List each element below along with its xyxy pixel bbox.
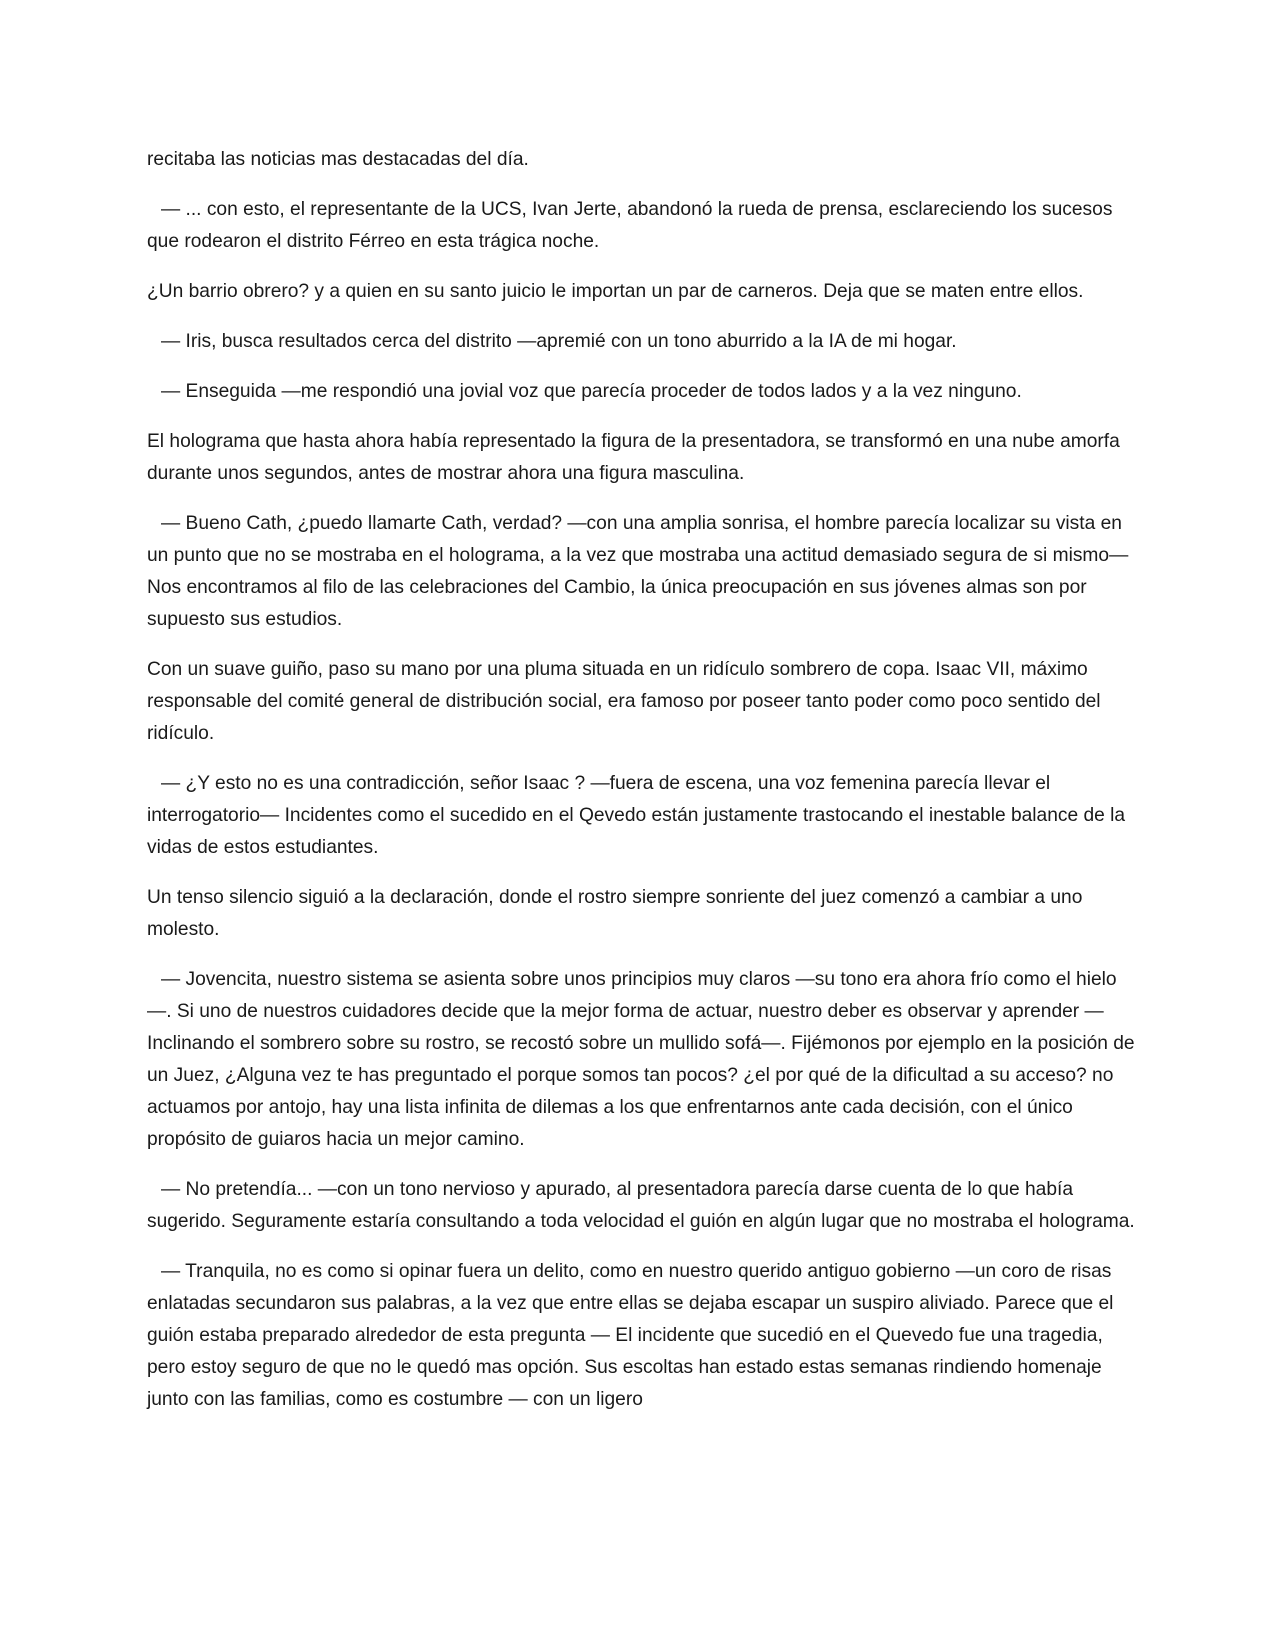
paragraph-7: — Bueno Cath, ¿puedo llamarte Cath, verdad? —con una amplia sonrisa, el hombre parecía localizar su vista en un punto que no se mostraba en el holograma, a la vez que mostraba una actitud demasiado segura de si mismo— Nos encontramos al filo de las celebraciones del Cambio, la única preocupación en sus jóvenes almas son por supuesto sus estudios. <box>147 513 1129 630</box>
paragraph-11: — Jovencita, nuestro sistema se asienta sobre unos principios muy claros —su tono era ahora frío como el hielo—. Si uno de nuestros cuidadores decide que la mejor forma de actuar, nuestro deber es observar y aprender — Inclinando el sombrero sobre su rostro, se recostó sobre un mullido sofá—. Fijémonos por ejemplo en la posición de un Juez, ¿Alguna vez te has preguntado el porque somos tan pocos? ¿el por qué de la dificultad a su acceso? no actuamos por antojo, hay una lista infinita de dilemas a los que enfrentarnos ante cada decisión, con el único propósito de guiaros hacia un mejor camino. <box>147 969 1135 1150</box>
paragraph-8: Con un suave guiño, paso su mano por una pluma situada en un ridículo sombrero de copa. Isaac VII, máximo responsable del comité general de distribución social, era famoso por poseer tanto poder como poco sentido del ridículo. <box>147 659 1101 744</box>
paragraph-4: — Iris, busca resultados cerca del distrito —apremié con un tono aburrido a la IA de mi hogar. <box>161 331 957 352</box>
paragraph-10: Un tenso silencio siguió a la declaración, donde el rostro siempre sonriente del juez comenzó a cambiar a uno molesto. <box>147 887 1083 940</box>
paragraph-5: — Enseguida —me respondió una jovial voz que parecía proceder de todos lados y a la vez ninguno. <box>161 381 1022 402</box>
paragraph-3: ¿Un barrio obrero? y a quien en su santo juicio le importan un par de carneros. Deja que se maten entre ellos. <box>147 281 1084 302</box>
paragraph-13: — Tranquila, no es como si opinar fuera un delito, como en nuestro querido antiguo gobierno —un coro de risas enlatadas secundaron sus palabras, a la vez que entre ellas se dejaba escapar un suspiro aliviado. Parece que el guión estaba preparado alrededor de esta pregunta — El incidente que sucedió en el Quevedo fue una tragedia, pero estoy seguro de que no le quedó mas opción. Sus escoltas han estado estas semanas rindiendo homenaje junto con las familias, como es costumbre — con un ligero <box>147 1261 1114 1410</box>
paragraph-1: recitaba las noticias mas destacadas del día. <box>147 149 529 170</box>
paragraph-6: El holograma que hasta ahora había representado la figura de la presentadora, se transformó en una nube amorfa durante unos segundos, antes de mostrar ahora una figura masculina. <box>147 431 1120 484</box>
document-body <box>147 144 1137 1434</box>
paragraph-9: — ¿Y esto no es una contradicción, señor Isaac ? —fuera de escena, una voz femenina parecía llevar el interrogatorio— Incidentes como el sucedido en el Qevedo están justamente trastocando el inestable balance de la vidas de estos estudiantes. <box>147 773 1126 858</box>
paragraph-2: — ... con esto, el representante de la UCS, Ivan Jerte, abandonó la rueda de prensa, esclareciendo los sucesos que rodearon el distrito Férreo en esta trágica noche. <box>147 199 1113 252</box>
paragraph-12: — No pretendía... —con un tono nervioso y apurado, al presentadora parecía darse cuenta de lo que había sugerido. Seguramente estaría consultando a toda velocidad el guión en algún lugar que no mostraba el holograma. <box>147 1179 1135 1232</box>
